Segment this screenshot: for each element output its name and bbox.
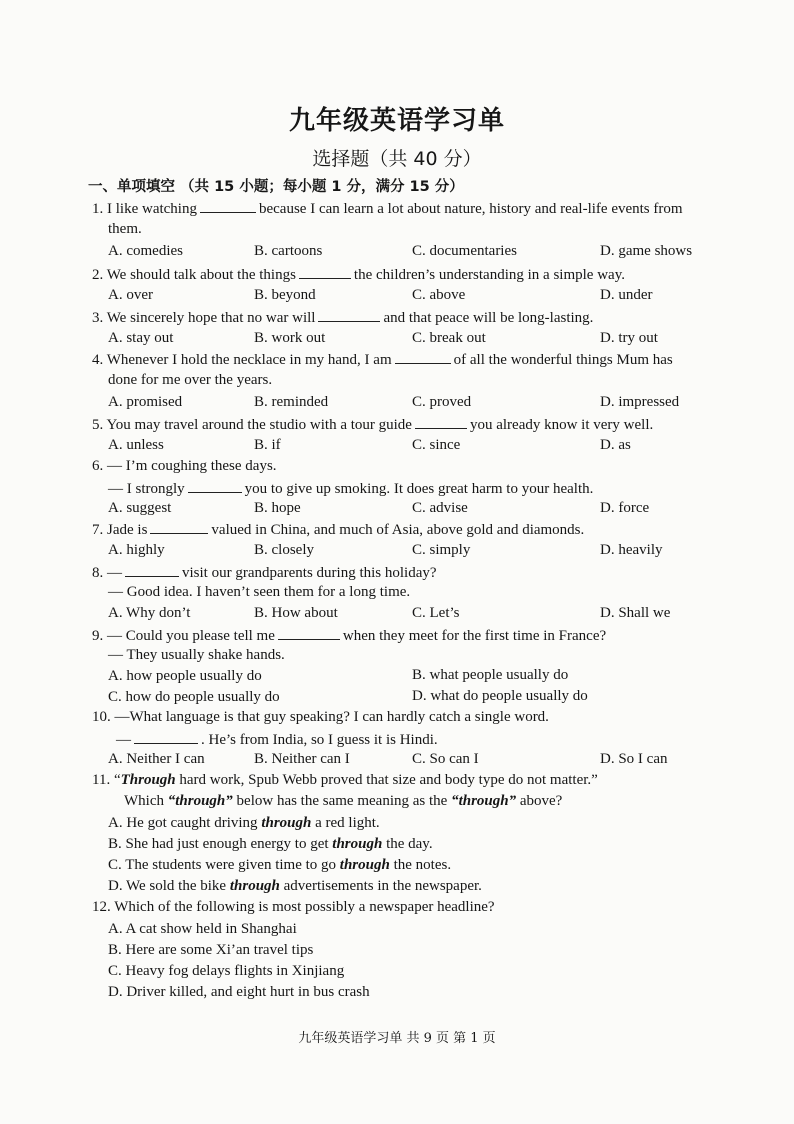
question-8-reply: — Good idea. I haven’t seen them for a long time.: [108, 584, 411, 600]
answer-blank: [200, 198, 256, 213]
option-b: B. beyond: [254, 287, 316, 303]
option-a: A. highly: [108, 542, 165, 558]
question-text: below has the same meaning as the: [232, 793, 452, 809]
option-b: B. How about: [254, 605, 338, 621]
option-c: C. advise: [412, 500, 468, 516]
page-subtitle: 选择题（共 40 分）: [312, 148, 482, 170]
question-1: [92, 198, 683, 218]
option-b: B. closely: [254, 542, 314, 558]
option-a: [108, 814, 380, 832]
question-4: [92, 349, 673, 369]
question-text: when they meet for the first time in France?: [342, 628, 607, 644]
option-a: A. Why don’t: [108, 605, 191, 621]
option-d: D. try out: [600, 330, 658, 346]
option-d: [108, 877, 482, 895]
option-a: A. promised: [108, 394, 183, 410]
option-d: D. So I can: [600, 751, 668, 767]
question-9-reply: — They usually shake hands.: [108, 647, 285, 663]
answer-blank: [125, 562, 179, 577]
option-c: C. how do people usually do: [108, 689, 280, 705]
question-text: of all the wonderful things Mum has: [453, 352, 673, 368]
option-text: a red light.: [311, 815, 380, 831]
question-text: valued in China, and much of Asia, above gold and diamonds.: [211, 522, 585, 538]
option-c: C. So can I: [412, 751, 479, 767]
option-c: C. break out: [412, 330, 486, 346]
option-d: D. game shows: [600, 243, 693, 259]
option-a: A. comedies: [108, 243, 183, 259]
option-d: D. impressed: [600, 394, 680, 410]
emphasized-word: through: [229, 878, 280, 894]
option-a: A. stay out: [108, 330, 174, 346]
question-text: above?: [516, 793, 563, 809]
question-8: [92, 562, 437, 582]
option-d: D. force: [600, 500, 650, 516]
question-text: 7. Jade is: [92, 522, 148, 538]
option-b: B. hope: [254, 500, 301, 516]
option-b: [108, 835, 433, 853]
question-text: 8. —: [92, 565, 122, 581]
option-d: D. heavily: [600, 542, 663, 558]
option-text: D. We sold the bike: [108, 878, 230, 894]
option-a: A. A cat show held in Shanghai: [108, 921, 297, 937]
option-c: [108, 856, 451, 874]
option-d: D. what do people usually do: [412, 688, 588, 704]
question-text: visit our grandparents during this holiday?: [182, 565, 437, 581]
answer-blank: [150, 519, 208, 534]
option-c: C. simply: [412, 542, 471, 558]
question-text: . He’s from India, so I guess it is Hindi.: [201, 732, 438, 748]
question-text: 11. “: [92, 772, 121, 788]
question-text: done for me over the years.: [108, 372, 273, 388]
question-text: — I strongly: [108, 481, 185, 497]
question-text: and that peace will be long-lasting.: [383, 310, 594, 326]
option-b: B. Neither can I: [254, 751, 350, 767]
question-text: 4. Whenever I hold the necklace in my hand, I am: [92, 352, 392, 368]
answer-blank: [188, 478, 242, 493]
question-text: the children’s understanding in a simple way.: [353, 267, 625, 283]
question-text: 3. We sincerely hope that no war will: [92, 310, 316, 326]
question-text: them.: [108, 221, 142, 237]
option-text: advertisements in the newspaper.: [279, 878, 482, 894]
option-a: A. over: [108, 287, 153, 303]
question-text: Which: [124, 793, 168, 809]
question-text: 2. We should talk about the things: [92, 267, 296, 283]
option-c: C. above: [412, 287, 466, 303]
question-text: 5. You may travel around the studio with a tour guide: [92, 417, 412, 433]
option-a: A. Neither I can: [108, 751, 205, 767]
question-text: —: [116, 732, 131, 748]
question-5: [92, 414, 653, 434]
question-10-reply: [116, 729, 438, 749]
question-text: 1. I like watching: [92, 201, 197, 217]
option-text: A. He got caught driving: [108, 815, 262, 831]
option-text: the day.: [382, 836, 433, 852]
answer-blank: [134, 729, 198, 744]
question-12: 12. Which of the following is most possibly a newspaper headline?: [92, 899, 495, 915]
emphasized-word: through: [332, 836, 383, 852]
option-b: B. reminded: [254, 394, 329, 410]
answer-blank: [278, 625, 340, 640]
question-6: 6. — I’m coughing these days.: [92, 458, 277, 474]
option-c: C. documentaries: [412, 243, 517, 259]
option-b: B. Here are some Xi’an travel tips: [108, 942, 314, 958]
option-text: the notes.: [389, 857, 452, 873]
option-d: D. under: [600, 287, 653, 303]
option-d: D. as: [600, 437, 631, 453]
option-c: C. Heavy fog delays flights in Xinjiang: [108, 963, 345, 979]
question-6-reply: [108, 478, 593, 498]
question-7: [92, 519, 584, 539]
question-text: 9. — Could you please tell me: [92, 628, 275, 644]
option-a: A. unless: [108, 437, 164, 453]
question-11: [92, 771, 598, 789]
section-heading: 一、单项填空 （共 15 小题；每小题 1 分，满分 15 分）: [88, 179, 464, 195]
question-text: because I can learn a lot about nature, history and real-life events from: [258, 201, 683, 217]
question-text: you to give up smoking. It does great harm to your health.: [244, 481, 594, 497]
question-3: [92, 307, 593, 327]
question-2: [92, 264, 625, 284]
option-b: B. what people usually do: [412, 667, 569, 683]
emphasized-word: “through”: [451, 793, 517, 809]
emphasized-word: “through”: [167, 793, 233, 809]
question-9: [92, 625, 606, 645]
option-b: B. cartoons: [254, 243, 323, 259]
answer-blank: [318, 307, 380, 322]
option-text: B. She had just enough energy to get: [108, 836, 333, 852]
answer-blank: [299, 264, 351, 279]
option-d: D. Shall we: [600, 605, 671, 621]
emphasized-word: through: [339, 857, 390, 873]
answer-blank: [415, 414, 467, 429]
question-11-prompt: [124, 792, 562, 810]
option-a: A. how people usually do: [108, 668, 262, 684]
option-c: C. since: [412, 437, 461, 453]
answer-blank: [395, 349, 451, 364]
question-10: 10. —What language is that guy speaking? I can hardly catch a single word.: [92, 709, 549, 725]
option-b: B. if: [254, 437, 281, 453]
page-title: 九年级英语学习单: [288, 106, 505, 136]
emphasized-word: Through: [120, 772, 176, 788]
option-c: C. proved: [412, 394, 472, 410]
option-a: A. suggest: [108, 500, 172, 516]
emphasized-word: through: [261, 815, 312, 831]
question-text: you already know it very well.: [469, 417, 654, 433]
option-b: B. work out: [254, 330, 326, 346]
option-c: C. Let’s: [412, 605, 460, 621]
option-text: C. The students were given time to go: [108, 857, 340, 873]
option-d: D. Driver killed, and eight hurt in bus crash: [108, 984, 370, 1000]
page-footer: 九年级英语学习单 共 9 页 第 1 页: [298, 1031, 496, 1046]
question-text: hard work, Spub Webb proved that size and body type do not matter.”: [175, 772, 598, 788]
